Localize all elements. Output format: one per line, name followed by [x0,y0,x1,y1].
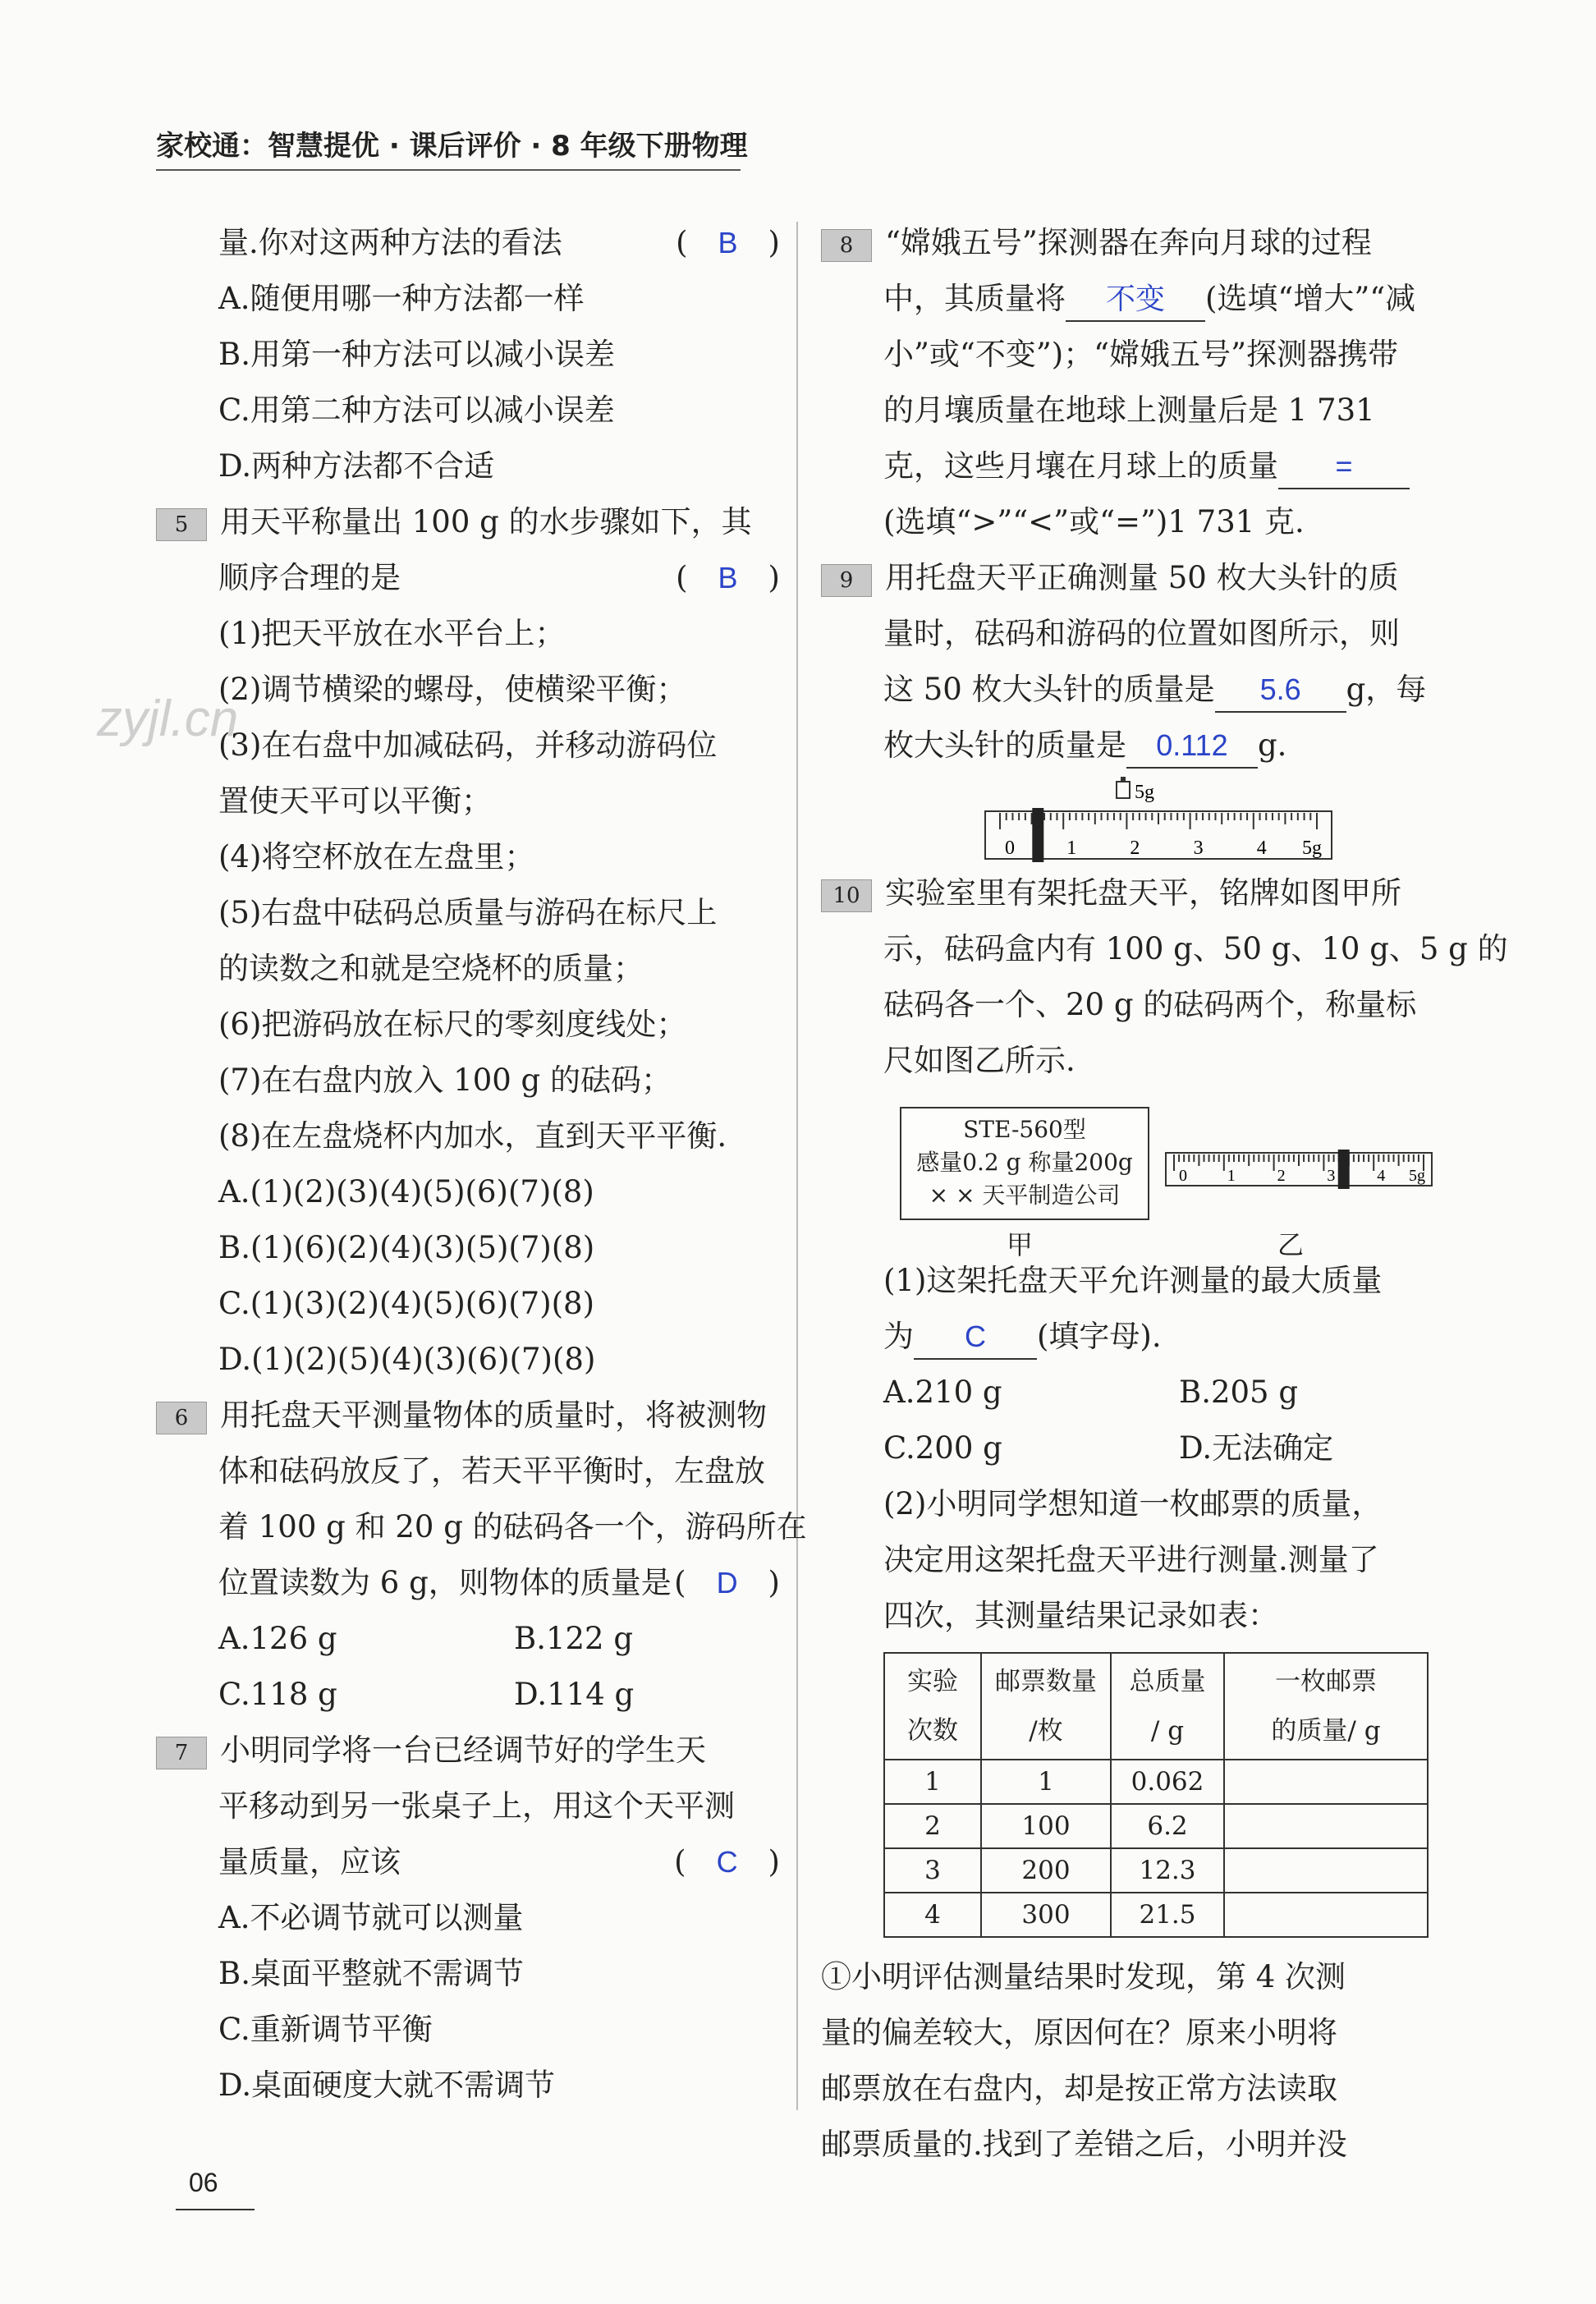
q10-rider [1338,1150,1350,1189]
q9-answer-2: 0.112 [1156,728,1228,762]
right-column [821,215,1508,2173]
q5-step: (8)在左盘烧杯内加水，直到天平平衡. [218,1118,727,1154]
q6-stem-line: 体和砝码放反了，若天平平衡时，左盘放 [218,1453,765,1489]
q5-step: (5)右盘中砝码总质量与游码在标尺上 [218,895,718,930]
q8-answer-1: 不变 [1105,282,1165,315]
footer-rule [176,2209,255,2210]
q8-answer-2: = [1335,449,1353,483]
q7-stem-line: 平移动到另一张桌子上，用这个天平测 [218,1788,735,1824]
q7-number: 7 [156,1737,207,1769]
scale-label: 2 [1277,1167,1286,1185]
table-cell: 0.062 [1111,1760,1224,1804]
q6-number: 6 [156,1402,207,1434]
table-cell: 6.2 [1111,1804,1224,1848]
q10-options-row [821,1365,1445,1420]
q10-sub1-line: 为 C (填字母). [821,1309,1445,1365]
table-cell: 21.5 [1111,1893,1224,1937]
table-cell: 2 [884,1804,981,1848]
table-cell: 4 [884,1893,981,1937]
q5-step: 置使天平可以平衡； [218,783,492,819]
table-cell [1224,1760,1428,1804]
table-cell: 200 [981,1848,1111,1893]
q4-option-d: D.两种方法都不合适 [218,448,495,484]
table-row [884,1848,1428,1893]
q6-stem-line: 位置读数为 6 g，则物体的质量是 ( D ) [218,1565,780,1600]
q5-step: (2)调节横梁的螺母，使横梁平衡； [218,672,687,707]
nameplate-spec: 感量0.2 g 称量200g [916,1149,1133,1176]
q8-line: 的月壤质量在地球上测量后是 1 731 [883,392,1375,428]
table-header: 实验 次数 [884,1653,981,1760]
nameplate-maker: × × 天平制造公司 [929,1182,1121,1209]
q9-answer-1: 5.6 [1259,672,1301,706]
q10-tail: 量的偏差较大，原因何在？原来小明将 [821,2015,1337,2050]
scale-label: 1 [1066,838,1077,859]
q8-line: 小”或“不变”)；“嫦娥五号”探测器携带 [883,337,1399,372]
q6-option-c: C.118 g [218,1677,337,1712]
q5-stem: 5 用天平称量出 100 g 的水步骤如下，其 [156,494,780,550]
q7-option-c: C.重新调节平衡 [218,2012,433,2047]
q5-step: (6)把游码放在标尺的零刻度线处； [218,1007,687,1042]
q10-sub2: 四次，其测量结果记录如表： [883,1598,1278,1633]
q6-option-b: B.122 g [514,1621,634,1656]
q10-figures [883,1089,1445,1260]
scale-label: 5g [1409,1167,1425,1185]
table-row [884,1893,1428,1937]
scale-label: 3 [1327,1167,1336,1185]
q9-weight-label: 5g [1135,782,1154,803]
scale-label: 4 [1377,1167,1386,1185]
q10-sub2: 决定用这架托盘天平进行测量.测量了 [883,1542,1379,1577]
q6-stem: 6 用托盘天平测量物体的质量时，将被测物 [156,1388,780,1443]
q5-option-b: B.(1)(6)(2)(4)(3)(5)(7)(8) [218,1230,595,1265]
q10-option-c: C.200 g [883,1430,1002,1466]
scale-label: 5g [1302,838,1322,859]
header-rule [156,169,741,171]
q6-options-row [156,1611,780,1667]
q8-line: 中，其质量将 不变 (选填“增大”“减 [821,271,1445,327]
q9-number: 9 [821,564,872,597]
rider-marker [1032,808,1043,862]
table-header: 总质量 / g [1111,1653,1224,1760]
nameplate-model: STE-560型 [963,1116,1086,1143]
q8-number: 8 [821,229,872,262]
q10-sub2: (2)小明同学想知道一枚邮票的质量， [883,1486,1383,1521]
q7-option-b: B.桌面平整就不需调节 [218,1956,524,1991]
q6-answer: D [716,1566,738,1599]
q7-stem: 7 小明同学将一台已经调节好的学生天 [156,1723,780,1778]
q5-option-a: A.(1)(2)(3)(4)(5)(6)(7)(8) [218,1174,594,1209]
table-cell: 300 [981,1893,1111,1937]
q8-stem: 8 “嫦娥五号”探测器在奔向月球的过程 [821,215,1445,271]
table-cell [1224,1848,1428,1893]
q7-answer: C [716,1845,738,1879]
q9-stem: 9 用托盘天平正确测量 50 枚大头针的质 [821,550,1445,606]
table-header-row [884,1653,1428,1760]
table-cell [1224,1804,1428,1848]
q10-line: 示，砝码盒内有 100 g、50 g、10 g、5 g 的 [883,931,1508,966]
q5-option-c: C.(1)(3)(2)(4)(5)(6)(7)(8) [218,1286,595,1321]
q9-rider [1032,808,1043,862]
q6-options-row [156,1667,780,1723]
q9-figure [821,773,1445,865]
q5-step: (7)在右盘内放入 100 g 的砝码； [218,1063,672,1098]
q6-stem-line: 着 100 g 和 20 g 的砝码各一个，游码所在 [218,1509,807,1544]
q4-option-c: C.用第二种方法可以减小误差 [218,392,615,428]
page-number: 06 [189,2168,218,2197]
weight-icon [1117,777,1130,798]
table-row [884,1760,1428,1804]
q10-tail: 邮票质量的.找到了差错之后，小明并没 [821,2127,1347,2162]
q10-tail: ①小明评估测量结果时发现，第 4 次测 [821,1959,1346,1994]
q7-option-d: D.桌面硬度大就不需调节 [218,2068,556,2103]
scale-label: 3 [1193,838,1204,859]
table-cell: 100 [981,1804,1111,1848]
column-divider [796,222,798,2110]
q4-option-a: A.随便用哪一种方法都一样 [218,281,585,316]
q10-line: 尺如图乙所示. [883,1043,1075,1078]
q8-line: (选填“>”“<”或“=”)1 731 克. [883,504,1305,539]
nameplate [900,1107,1149,1220]
q10-sub1: (1)这架托盘天平允许测量的最大质量 [883,1263,1383,1298]
table-cell: 12.3 [1111,1848,1224,1893]
q4-answer: B [718,226,738,259]
q6-option-a: A.126 g [218,1621,337,1656]
scale-label: 0 [1005,838,1015,859]
stamp-table [883,1652,1429,1938]
q5-stem-2: 顺序合理的是 ( B ) [218,560,780,595]
q4-stem: 量.你对这两种方法的看法 ( B ) [218,225,780,260]
q10-line: 砝码各一个、20 g 的砝码两个，称量标 [883,987,1417,1022]
q5-step: (4)将空杯放在左盘里； [218,839,535,874]
table-cell: 3 [884,1848,981,1893]
table-cell: 1 [981,1760,1111,1804]
figure-label-a: 甲 [1007,1229,1034,1260]
q8-line: 克，这些月壤在月球上的质量 = [821,438,1445,494]
q10-scale-svg [1163,1146,1442,1204]
q9-line: 量时，砝码和游码的位置如图所示，则 [883,616,1400,651]
q9-line: 这 50 枚大头针的质量是 5.6 g，每 [821,662,1445,718]
table-cell [1224,1893,1428,1937]
q10-scale-ticks [1174,1154,1425,1185]
table-row [884,1804,1428,1848]
q5-step: (3)在右盘中加减砝码，并移动游码位 [218,727,718,763]
q10-tail: 邮票放在右盘内，却是按正常方法读取 [821,2071,1337,2106]
q10-option-a: A.210 g [883,1375,1002,1410]
q5-option-d: D.(1)(2)(5)(4)(3)(6)(7)(8) [218,1342,596,1377]
q5-step: (1)把天平放在水平台上； [218,616,566,651]
q7-stem-line: 量质量，应该 ( C ) [218,1844,780,1879]
q10-answer-1: C [965,1320,986,1353]
q4-option-b: B.用第一种方法可以减小误差 [218,337,615,372]
q10-option-b: B.205 g [1179,1375,1299,1410]
q10-options-row [821,1420,1445,1476]
q5-number: 5 [156,508,207,541]
table-header: 一枚邮票 的质量/ g [1224,1653,1428,1760]
scale-label: 4 [1256,838,1267,859]
q10-stem: 10 实验室里有架托盘天平，铭牌如图甲所 [821,865,1445,921]
q9-scale-svg [821,773,1445,865]
q5-answer: B [718,561,738,594]
scale-label: 2 [1130,838,1140,859]
left-column [156,215,807,2114]
scale-label: 1 [1227,1167,1236,1185]
q10-option-d: D.无法确定 [1179,1430,1334,1466]
q5-step: 的读数之和就是空烧杯的质量； [218,951,644,986]
q6-option-d: D.114 g [514,1677,635,1712]
q10-number: 10 [821,879,872,912]
page-header: 家校通：智慧提优 · 课后评价 · 8 年级下册物理 [156,130,748,163]
q9-scale-ticks [1000,813,1322,859]
q7-option-a: A.不必调节就可以测量 [218,1900,524,1935]
table-header: 邮票数量 /枚 [981,1653,1111,1760]
q9-line: 枚大头针的质量是 0.112 g. [821,718,1445,773]
figure-label-b: 乙 [1277,1229,1305,1260]
table-cell: 1 [884,1760,981,1804]
scale-label: 0 [1179,1167,1187,1185]
rider-marker [1338,1150,1350,1189]
watermark: zyjl.cn [97,691,239,747]
